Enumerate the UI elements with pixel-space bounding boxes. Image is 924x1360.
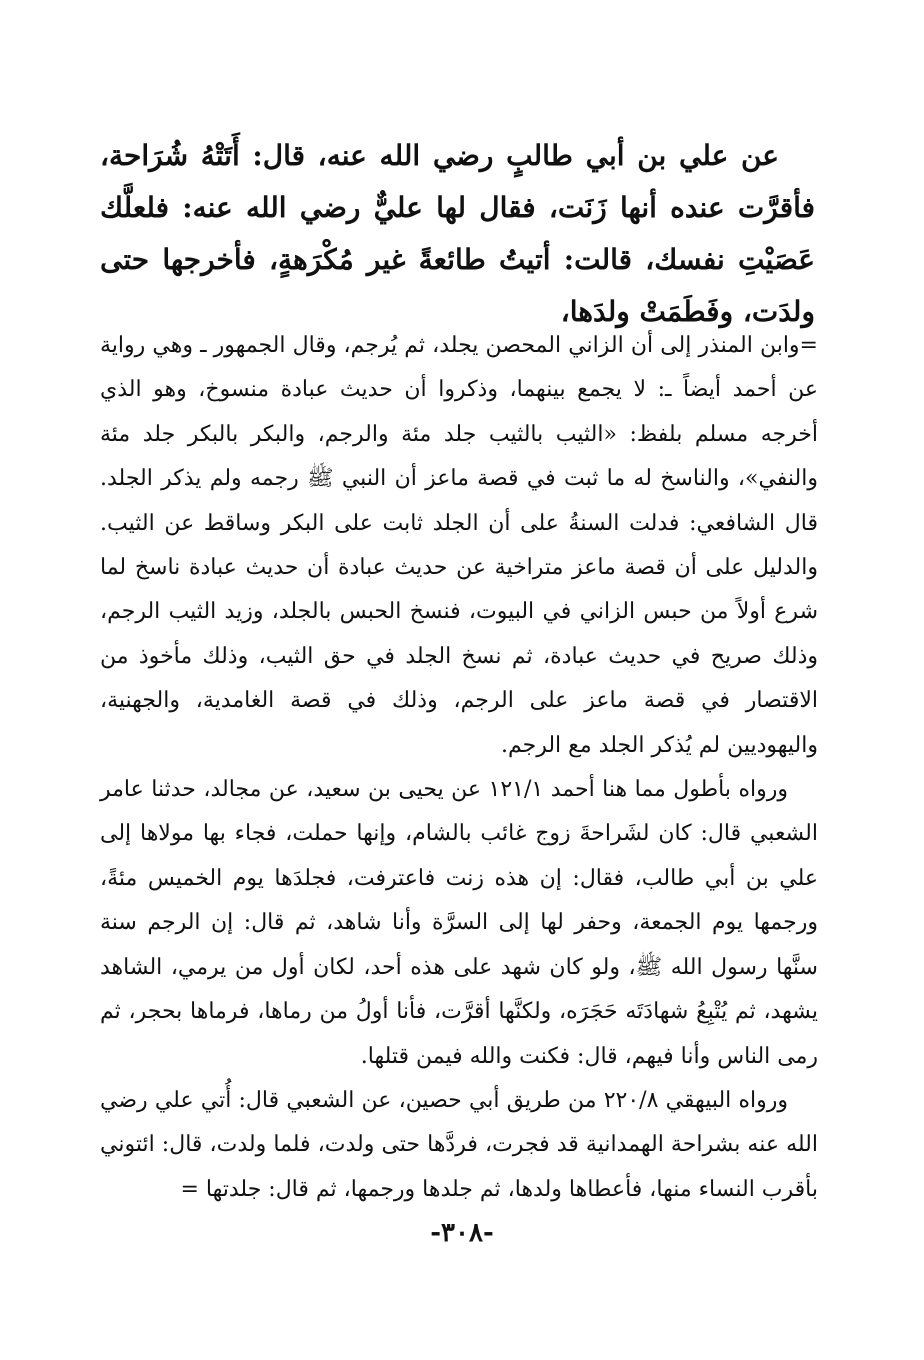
- footnotes-section: [100, 324, 818, 1212]
- page-number: -٣٠٨-: [430, 1218, 494, 1248]
- main-paragraph: عن علي بن أبي طالبٍ رضي الله عنه، قال: أَتَتْهُ شُرَاحة، فأقرَّت عنده أنها زَنَت، فقال لها عليٌّ رضي الله عنه: فلعلَّك عَصَيْتِ نفسك، قالت: أتيتُ طائعةً غير مُكْرَهةٍ، فأخرجها حتى ولدَت، وفَطَمَتْ ولدَها،: [100, 139, 815, 328]
- footnote-paragraph-2: ورواه بأطول مما هنا أحمد ١٢١/١ عن يحيى بن سعيد، عن مجالد، حدثنا عامر الشعبي قال: كان لشَراحةَ زوج غائب بالشام، وإنها حملت، فجاء بها مولاها إلى علي بن أبي طالب، فقال: إن هذه زنت فاعترفت، فجلدَها يوم الخميس مئةً، ورجمها يوم الجمعة، وحفر لها إلى السرَّة وأنا شاهد، ثم قال: إن الرجم سنة سنَّها رسول الله ﷺ، ولو كان شهد على هذه أحد، لكان أول من يرمي، الشاهد يشهد، ثم يُتْبِعُ شهادَتَه حَجَرَه، ولكنَّها أقرَّت، فأنا أولُ من رماها، فرماها بحجر، ثم رمى الناس وأنا فيهم، قال: فكنت والله فيمن قتلها.: [100, 777, 818, 1069]
- footnote-paragraph-1: =وابن المنذر إلى أن الزاني المحصن يجلد، ثم يُرجم، وقال الجمهور ـ وهي رواية عن أحمد أيضاً ـ: لا يجمع بينهما، وذكروا أن حديث عبادة منسوخ، وهو الذي أخرجه مسلم بلفظ: «الثيب بالثيب جلد مئة والرجم، والبكر بالبكر جلد مئة والنفي»، والناسخ له ما ثبت في قصة ماعز أن النبي ﷺ رجمه ولم يذكر الجلد. قال الشافعي: فدلت السنةُ على أن الجلد ثابت على البكر وساقط عن الثيب. والدليل على أن قصة ماعز متراخية عن حديث عبادة أن حديث عبادة ناسخ لما شرع أولاً من حبس الزاني في البيوت، فنسخ الحبس بالجلد، وزيد الثيب الرجم، وذلك صريح في حديث عبادة، ثم نسخ الجلد في حق الثيب، وذلك مأخوذ من الاقتصار في قصة ماعز على الرجم، وذلك في قصة الغامدية، والجهنية، واليهوديين لم يُذكر الجلد مع الرجم.: [100, 333, 818, 758]
- footnote-paragraph-3: ورواه البيهقي ٢٢٠/٨ من طريق أبي حصين، عن الشعبي قال: أُتي علي رضي الله عنه بشراحة الهمدانية قد فجرت، فردَّها حتى ولدت، فلما ولدت، قال: ائتوني بأقرب النساء منها، فأعطاها ولدها، ثم جلدها ورجمها، ثم قال: جلدتها =: [100, 1087, 818, 1202]
- main-hadith-text: [100, 130, 815, 338]
